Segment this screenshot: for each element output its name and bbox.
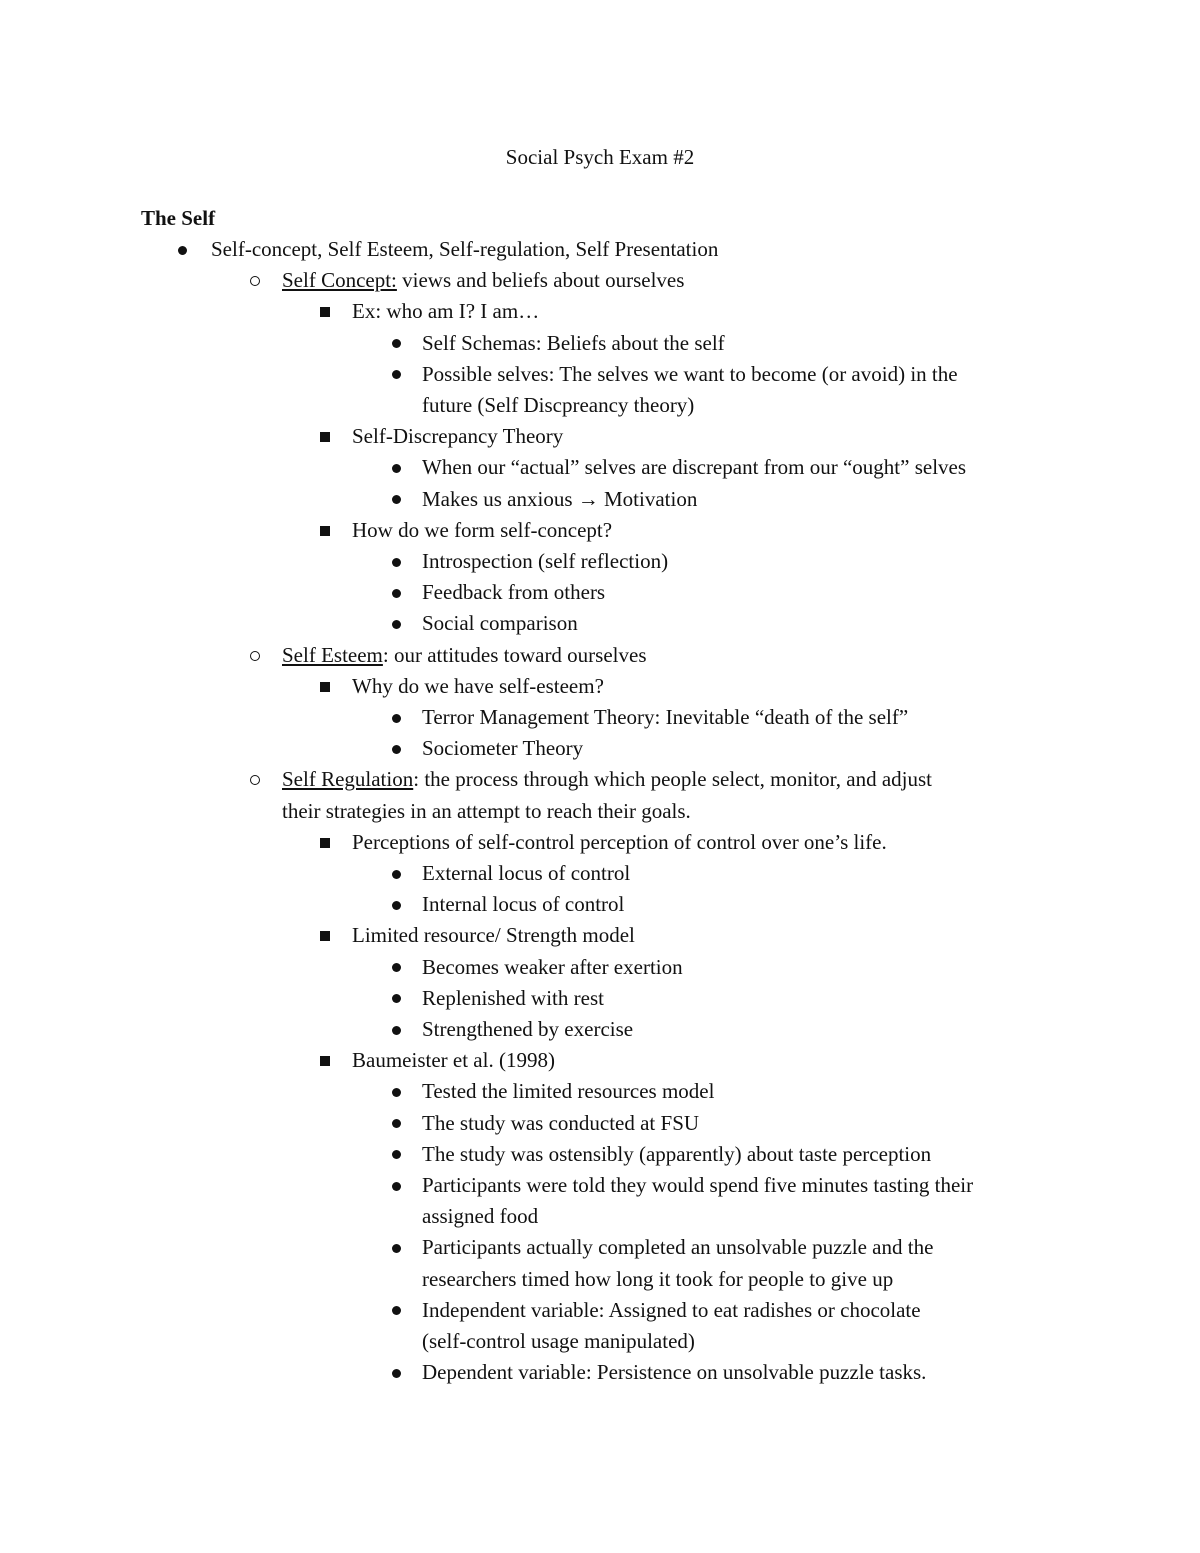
bullet-marker-level-4 xyxy=(392,1088,401,1097)
outline-item-level-4 xyxy=(422,733,583,764)
outline-item-level-3 xyxy=(352,671,604,702)
bullet-marker-level-4 xyxy=(392,714,401,723)
outline-text: The study was conducted at FSU xyxy=(422,1110,700,1135)
outline-item-level-3 xyxy=(352,421,563,452)
outline-item-level-4 xyxy=(422,952,683,983)
outline-text: Strengthened by exercise xyxy=(422,1017,634,1041)
outline-text: Dependent variable: Persistence on unsolvable puzzle tasks. xyxy=(422,1360,927,1385)
outline-text: Tested the limited resources model xyxy=(422,1079,715,1104)
outline-item-level-2 xyxy=(282,764,932,795)
outline-item-level-4 xyxy=(422,1014,633,1045)
outline-item-level-4 xyxy=(422,452,966,483)
bullet-marker-level-3 xyxy=(320,526,330,536)
outline-text: assigned food xyxy=(422,1204,539,1229)
outline-text: : our attitudes toward ourselves xyxy=(382,642,647,667)
bullet-marker-level-4 xyxy=(392,901,401,910)
bullet-marker-level-3 xyxy=(320,307,330,317)
bullet-marker-level-4 xyxy=(392,620,401,629)
outline-text: Replenished with rest xyxy=(422,985,604,1010)
outline-item-level-4 xyxy=(422,1139,931,1170)
section-heading: The Self xyxy=(141,206,216,230)
bullet-marker-level-4 xyxy=(392,994,401,1003)
bullet-marker-level-4 xyxy=(392,1026,401,1035)
outline-item-level-4 xyxy=(422,608,578,639)
outline-item-level-1 xyxy=(211,234,718,265)
outline-item-continuation xyxy=(422,1326,695,1357)
outline-item-level-4 xyxy=(422,484,697,515)
outline-item-level-4 xyxy=(422,328,725,359)
outline-item-level-2 xyxy=(282,265,684,296)
outline-item-level-2 xyxy=(282,640,647,671)
outline-text: Why do we have self-esteem? xyxy=(352,673,604,698)
document-title: Social Psych Exam #2 xyxy=(505,145,695,169)
outline-text: How do we form self-concept? xyxy=(352,517,613,542)
outline-term: Self Esteem xyxy=(282,642,383,667)
bullet-marker-level-4 xyxy=(392,1244,401,1253)
outline-text: Possible selves: The selves we want to become (or avoid) in the xyxy=(422,361,958,386)
bullet-marker-level-4 xyxy=(392,870,401,879)
outline-item-level-4 xyxy=(422,889,624,920)
bullet-marker-level-4 xyxy=(392,558,401,567)
outline-text: Self-concept, Self Esteem, Self-regulation, Self Presentation xyxy=(211,237,719,261)
outline-item-level-4 xyxy=(422,359,958,390)
outline-text: views and beliefs about ourselves xyxy=(396,268,685,293)
outline-text: External locus of control xyxy=(422,861,631,885)
bullet-marker-level-4 xyxy=(392,589,401,598)
outline-item-level-4 xyxy=(422,546,668,577)
bullet-marker-level-1 xyxy=(178,246,187,255)
bullet-marker-level-4 xyxy=(392,1369,401,1378)
outline-text: Self Schemas: Beliefs about the self xyxy=(422,330,725,355)
bullet-marker-level-4 xyxy=(392,339,401,348)
outline-item-level-3 xyxy=(352,1045,555,1076)
outline-item-level-3 xyxy=(352,296,539,327)
outline-text: future (Self Discpreancy theory) xyxy=(422,393,695,417)
outline-text: researchers timed how long it took for people to give up xyxy=(422,1266,894,1291)
outline-item-level-4 xyxy=(422,1076,714,1107)
outline-item-level-4 xyxy=(422,702,908,733)
outline-item-level-4 xyxy=(422,983,604,1014)
outline-item-level-4 xyxy=(422,577,605,608)
outline-item-level-3 xyxy=(352,515,612,546)
outline-text: The study was ostensibly (apparently) about taste perception xyxy=(422,1141,932,1166)
bullet-marker-level-4 xyxy=(392,745,401,754)
outline-text: Makes us anxious → Motivation xyxy=(422,486,698,511)
outline-text: Limited resource/ Strength model xyxy=(352,923,635,948)
bullet-marker-level-3 xyxy=(320,682,330,692)
bullet-marker-level-4 xyxy=(392,464,401,473)
bullet-marker-level-4 xyxy=(392,1182,401,1191)
outline-text: Perceptions of self-control perception of control over one’s life. xyxy=(352,829,887,854)
bullet-marker-level-3 xyxy=(320,432,330,442)
outline-text: Sociometer Theory xyxy=(422,736,584,761)
outline-item-continuation xyxy=(422,1264,893,1295)
bullet-marker-level-4 xyxy=(392,370,401,379)
outline-term: Self Regulation xyxy=(282,767,414,792)
outline-text: Participants actually completed an unsolvable puzzle and the xyxy=(422,1235,934,1260)
outline-text: Participants were told they would spend five minutes tasting their xyxy=(422,1173,974,1197)
outline-item-continuation xyxy=(282,796,691,827)
outline-item-level-4 xyxy=(422,1357,926,1388)
bullet-marker-level-4 xyxy=(392,1150,401,1159)
outline-text: Internal locus of control xyxy=(422,892,625,917)
bullet-marker-level-2 xyxy=(250,775,260,785)
outline-text: Terror Management Theory: Inevitable “death of the self” xyxy=(422,705,909,729)
bullet-marker-level-4 xyxy=(392,1119,401,1128)
outline-text: (self-control usage manipulated) xyxy=(422,1329,695,1353)
outline-item-continuation xyxy=(422,390,694,421)
outline-item-continuation xyxy=(422,1201,538,1232)
outline-item-level-3 xyxy=(352,827,887,858)
outline-text: Self-Discrepancy Theory xyxy=(352,424,564,449)
outline-text: Baumeister et al. (1998) xyxy=(352,1048,555,1073)
outline-item-level-3 xyxy=(352,920,635,951)
outline-item-level-4 xyxy=(422,1295,921,1326)
bullet-marker-level-4 xyxy=(392,495,401,504)
outline-text: their strategies in an attempt to reach their goals. xyxy=(282,798,691,823)
outline-text: Social comparison xyxy=(422,611,578,636)
outline-item-level-4 xyxy=(422,1108,699,1139)
outline-text: Ex: who am I? I am… xyxy=(352,299,540,324)
outline-text: When our “actual” selves are discrepant from our “ought” selves xyxy=(422,455,967,480)
bullet-marker-level-4 xyxy=(392,963,401,972)
outline-item-level-4 xyxy=(422,858,630,889)
bullet-marker-level-2 xyxy=(250,276,260,286)
bullet-marker-level-3 xyxy=(320,931,330,941)
bullet-marker-level-3 xyxy=(320,1056,330,1066)
outline-text: Becomes weaker after exertion xyxy=(422,954,683,979)
outline-text: Feedback from others xyxy=(422,580,606,605)
outline-text: : the process through which people select, monitor, and adjust xyxy=(413,767,933,792)
bullet-marker-level-2 xyxy=(250,651,260,661)
bullet-marker-level-4 xyxy=(392,1306,401,1315)
outline-item-level-4 xyxy=(422,1232,933,1263)
bullet-marker-level-3 xyxy=(320,838,330,848)
outline-term: Self Concept: xyxy=(282,268,397,293)
outline-text: Introspection (self reflection) xyxy=(422,549,669,573)
outline-text: Independent variable: Assigned to eat radishes or chocolate xyxy=(422,1297,921,1322)
outline-item-level-4 xyxy=(422,1170,973,1201)
